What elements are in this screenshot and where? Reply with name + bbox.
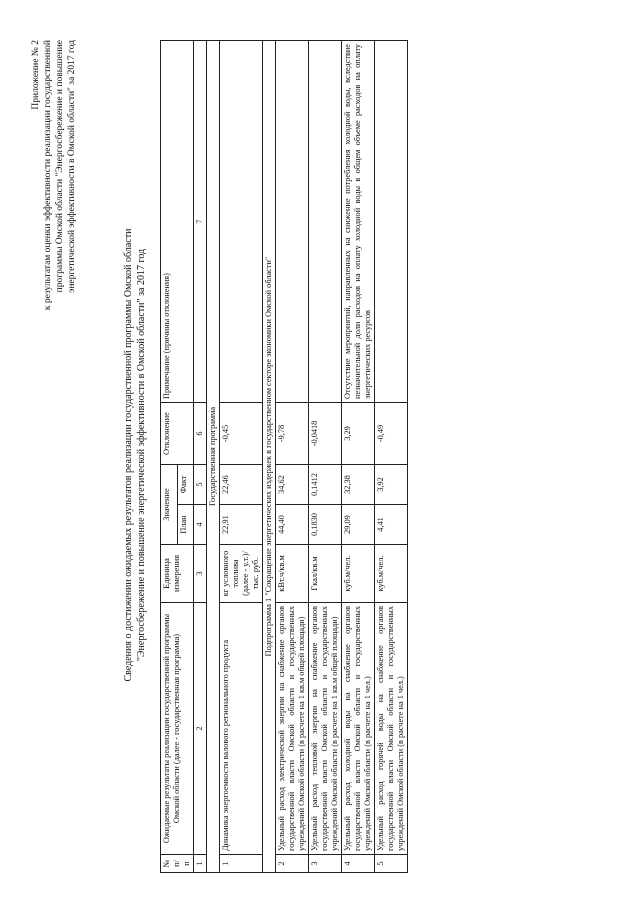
table-row	[220, 41, 263, 873]
table-row	[342, 41, 375, 873]
row-fact: 3,92	[375, 465, 408, 505]
appendix-line: Приложение № 2	[31, 40, 41, 110]
section-row	[207, 41, 220, 873]
row-unit: Гкал/кв.м	[309, 545, 342, 603]
column-number-row	[194, 41, 207, 873]
row-note	[276, 41, 309, 403]
column-number: 6	[194, 403, 207, 465]
row-plan: 29,09	[342, 505, 375, 545]
header-value: Значение	[161, 465, 178, 545]
column-number: 3	[194, 545, 207, 603]
section-state-program: Государственная программа	[207, 41, 220, 873]
header-num: № п/п	[161, 855, 194, 873]
row-unit: кг условного топлива (далее - у.т.)/тыс. руб.	[220, 545, 263, 603]
row-plan: 4,41	[375, 505, 408, 545]
row-deviation: -9,78	[276, 403, 309, 465]
header-fact: Факт	[177, 465, 194, 505]
row-unit: куб.м/чел.	[342, 545, 375, 603]
row-plan: 22,91	[220, 505, 263, 545]
row-unit: кВт.ч/кв.м	[276, 545, 309, 603]
row-result: Удельный расход электрической энергии на снабжение органов государственной власти Омской области и государственных учреждений Омской области (в расчете на 1 кв.м общей площади)	[276, 603, 309, 855]
row-result: Динамика энергоемкости валового регионального продукта	[220, 603, 263, 855]
row-deviation: -0,45	[220, 403, 263, 465]
section-subprogram-1: Подпрограмма 1 "Сокращение энергетических издержек в государственном секторе экономики Омской области"	[263, 41, 276, 873]
heading-line: "Энергосбережение и повышение энергетической эффективности в Омской области" за 2017 год	[136, 248, 147, 662]
appendix-line: энергетической эффективности в Омской области" за 2017 год	[67, 40, 77, 293]
row-fact: 34,62	[276, 465, 309, 505]
column-number: 4	[194, 505, 207, 545]
row-deviation: -0,0418	[309, 403, 342, 465]
header-note: Примечание (причины отклонения)	[161, 41, 194, 403]
header-row	[161, 41, 178, 873]
table-row	[375, 41, 408, 873]
row-fact: 22,46	[220, 465, 263, 505]
table-row	[309, 41, 342, 873]
row-deviation: 3,29	[342, 403, 375, 465]
table-row	[276, 41, 309, 873]
column-number: 1	[194, 855, 207, 873]
row-num: 5	[375, 855, 408, 873]
results-table	[160, 40, 408, 873]
heading-line: Сведения о достижении ожидаемых результатов реализации государственной программы Омской области	[123, 228, 134, 682]
row-note	[375, 41, 408, 403]
row-fact: 32,38	[342, 465, 375, 505]
row-result: Удельный расход холодной воды на снабжение органов государственной власти Омской области и государственных учреждений Омской области (в расчете на 1 чел.)	[342, 603, 375, 855]
row-note: Отсутствие мероприятий, направленных на снижение потребления холодной воды, вследствие незначительной доли расходов на оплату холодной воды в общем объеме расходов на оплату энергетических ресурсов	[342, 41, 375, 403]
appendix-line: к результатам оценки эффективности реализации государственной	[43, 40, 53, 311]
row-plan: 0,1830	[309, 505, 342, 545]
row-num: 4	[342, 855, 375, 873]
row-num: 1	[220, 855, 263, 873]
document-heading	[122, 145, 148, 765]
row-result: Удельный расход тепловой энергии на снабжение органов государственной власти Омской области и государственных учреждений Омской области (в расчете на 1 кв.м общей площади)	[309, 603, 342, 855]
row-plan: 44,40	[276, 505, 309, 545]
row-result: Удельный расход горячей воды на снабжение органов государственной власти Омской области и государственных учреждений Омской области (в расчете на 1 чел.)	[375, 603, 408, 855]
section-row	[263, 41, 276, 873]
row-num: 3	[309, 855, 342, 873]
row-unit: куб.м/чел.	[375, 545, 408, 603]
header-unit: Единица измерения	[161, 545, 194, 603]
header-result: Ожидаемые результаты реализации государственной программы Омской области (далее - государственная программа)	[161, 603, 194, 855]
column-number: 5	[194, 465, 207, 505]
row-fact: 0,1412	[309, 465, 342, 505]
appendix-line: программы Омской области "Энергосбережение и повышение	[55, 40, 65, 293]
row-deviation: -0,49	[375, 403, 408, 465]
row-num: 2	[276, 855, 309, 873]
header-deviation: Отклонение	[161, 403, 194, 465]
row-note	[220, 41, 263, 403]
row-note	[309, 41, 342, 403]
column-number: 2	[194, 603, 207, 855]
appendix-note	[30, 40, 78, 470]
column-number: 7	[194, 41, 207, 403]
header-plan: План	[177, 505, 194, 545]
